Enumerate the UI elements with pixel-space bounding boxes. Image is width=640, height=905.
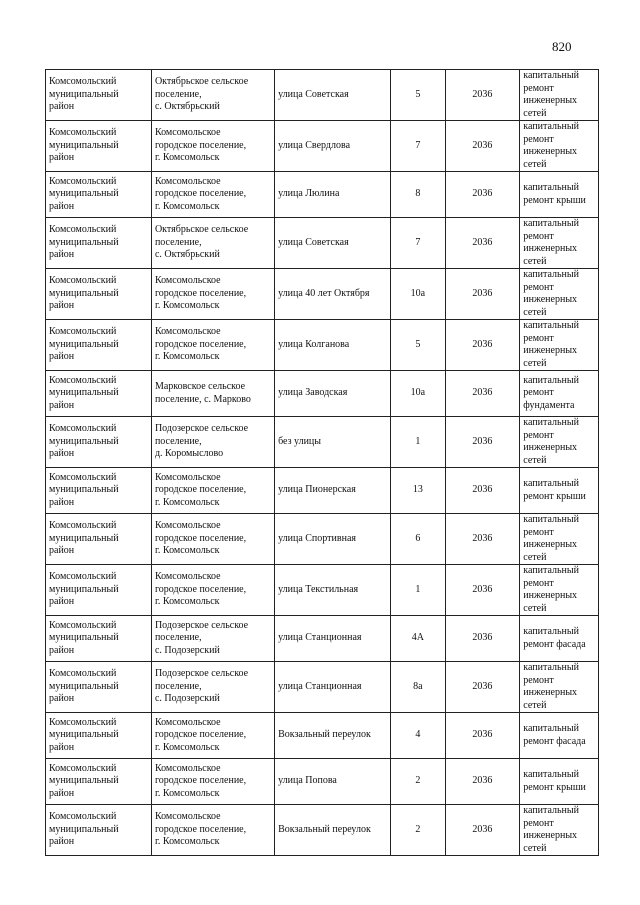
- work-type-cell: [520, 320, 599, 371]
- house-number-cell-text: 10а: [410, 387, 426, 399]
- street-cell: [275, 662, 391, 713]
- work-type-cell: [520, 172, 599, 218]
- district-cell: [46, 759, 152, 805]
- settlement-cell-text: Подозерское сельское поселение, с. Подозерский: [154, 668, 249, 705]
- settlement-cell-text: Комсомольское городское поселение, г. Комсомольск: [154, 762, 247, 799]
- settlement-cell: [151, 662, 274, 713]
- settlement-cell: [151, 514, 274, 565]
- house-number-cell-text: 6: [415, 532, 421, 544]
- year-cell: [445, 320, 520, 371]
- settlement-cell-text: Комсомольское городское поселение, г. Комсомольск: [154, 127, 247, 164]
- district-cell-text: Комсомольский муниципальный район: [49, 127, 119, 164]
- year-cell: [445, 616, 520, 662]
- district-cell: [46, 514, 152, 565]
- work-type-cell: [520, 218, 599, 269]
- work-type-cell-text: капитальный ремонт инженерных сетей: [523, 662, 579, 711]
- street-cell: [275, 269, 391, 320]
- settlement-cell-text: Комсомольское городское поселение, г. Комсомольск: [154, 175, 247, 212]
- street-cell: [275, 121, 391, 172]
- house-number-cell-text: 5: [415, 338, 421, 350]
- district-cell-text: Комсомольский муниципальный район: [49, 224, 119, 261]
- settlement-cell: [151, 759, 274, 805]
- year-cell-text: 2036: [472, 532, 493, 544]
- year-cell: [445, 218, 520, 269]
- house-number-cell: [391, 713, 445, 759]
- house-number-cell: [391, 371, 445, 417]
- settlement-cell-text: Комсомольское городское поселение, г. Комсомольск: [154, 520, 247, 557]
- district-cell: [46, 218, 152, 269]
- work-type-cell: [520, 121, 599, 172]
- district-cell: [46, 565, 152, 616]
- street-cell-text: Вокзальный переулок: [278, 823, 371, 835]
- year-cell-text: 2036: [472, 680, 493, 692]
- repair-schedule-table: [45, 69, 599, 856]
- table-row: [46, 371, 599, 417]
- house-number-cell-text: 4: [415, 729, 421, 741]
- district-cell: [46, 805, 152, 856]
- street-cell-text: улица Спортивная: [278, 532, 356, 544]
- work-type-cell: [520, 468, 599, 514]
- year-cell-text: 2036: [472, 632, 493, 644]
- district-cell-text: Комсомольский муниципальный район: [49, 571, 119, 608]
- street-cell: [275, 514, 391, 565]
- settlement-cell-text: Комсомольское городское поселение, г. Комсомольск: [154, 471, 247, 508]
- settlement-cell: [151, 218, 274, 269]
- district-cell: [46, 417, 152, 468]
- table-row: [46, 70, 599, 121]
- work-type-cell-text: капитальный ремонт инженерных сетей: [523, 121, 579, 170]
- district-cell-text: Комсомольский муниципальный район: [49, 520, 119, 557]
- table-row: [46, 759, 599, 805]
- settlement-cell-text: Комсомольское городское поселение, г. Комсомольск: [154, 275, 247, 312]
- settlement-cell: [151, 713, 274, 759]
- house-number-cell-text: 1: [415, 583, 421, 595]
- work-type-cell: [520, 371, 599, 417]
- house-number-cell-text: 2: [415, 775, 421, 787]
- year-cell-text: 2036: [472, 583, 493, 595]
- table-row: [46, 320, 599, 371]
- street-cell-text: улица Советская: [278, 236, 349, 248]
- work-type-cell-text: капитальный ремонт инженерных сетей: [523, 70, 579, 119]
- street-cell: [275, 713, 391, 759]
- house-number-cell: [391, 759, 445, 805]
- settlement-cell: [151, 805, 274, 856]
- house-number-cell: [391, 218, 445, 269]
- street-cell: [275, 172, 391, 218]
- table-row: [46, 121, 599, 172]
- house-number-cell-text: 1: [415, 435, 421, 447]
- work-type-cell-text: капитальный ремонт крыши: [523, 769, 586, 793]
- street-cell-text: улица Текстильная: [278, 583, 359, 595]
- house-number-cell: [391, 514, 445, 565]
- work-type-cell: [520, 70, 599, 121]
- street-cell: [275, 371, 391, 417]
- street-cell: [275, 218, 391, 269]
- house-number-cell: [391, 565, 445, 616]
- house-number-cell-text: 4А: [411, 632, 424, 644]
- year-cell: [445, 662, 520, 713]
- district-cell: [46, 121, 152, 172]
- house-number-cell: [391, 269, 445, 320]
- district-cell: [46, 320, 152, 371]
- settlement-cell: [151, 172, 274, 218]
- table-row: [46, 662, 599, 713]
- settlement-cell-text: Комсомольское городское поселение, г. Комсомольск: [154, 716, 247, 753]
- year-cell-text: 2036: [472, 139, 493, 151]
- work-type-cell: [520, 713, 599, 759]
- work-type-cell: [520, 662, 599, 713]
- district-cell: [46, 713, 152, 759]
- work-type-cell: [520, 269, 599, 320]
- house-number-cell: [391, 121, 445, 172]
- house-number-cell-text: 10а: [410, 287, 426, 299]
- district-cell-text: Комсомольский муниципальный район: [49, 374, 119, 411]
- district-cell-text: Комсомольский муниципальный район: [49, 175, 119, 212]
- house-number-cell-text: 8: [415, 188, 421, 200]
- year-cell-text: 2036: [472, 775, 493, 787]
- work-type-cell-text: капитальный ремонт инженерных сетей: [523, 514, 579, 563]
- street-cell: [275, 468, 391, 514]
- settlement-cell-text: Комсомольское городское поселение, г. Комсомольск: [154, 571, 247, 608]
- work-type-cell: [520, 759, 599, 805]
- settlement-cell-text: Комсомольское городское поселение, г. Комсомольск: [154, 811, 247, 848]
- work-type-cell-text: капитальный ремонт инженерных сетей: [523, 417, 579, 466]
- settlement-cell-text: Марковское сельское поселение, с. Марково: [154, 381, 251, 405]
- work-type-cell: [520, 616, 599, 662]
- work-type-cell-text: капитальный ремонт инженерных сетей: [523, 320, 579, 369]
- year-cell: [445, 269, 520, 320]
- house-number-cell: [391, 616, 445, 662]
- settlement-cell: [151, 417, 274, 468]
- table-row: [46, 565, 599, 616]
- work-type-cell-text: капитальный ремонт фасада: [523, 626, 586, 650]
- table-row: [46, 514, 599, 565]
- street-cell: [275, 616, 391, 662]
- street-cell-text: улица Заводская: [278, 387, 348, 399]
- house-number-cell-text: 7: [415, 236, 421, 248]
- table-row: [46, 616, 599, 662]
- work-type-cell-text: капитальный ремонт фасада: [523, 723, 586, 747]
- house-number-cell-text: 2: [415, 823, 421, 835]
- settlement-cell: [151, 371, 274, 417]
- district-cell: [46, 70, 152, 121]
- year-cell: [445, 805, 520, 856]
- year-cell-text: 2036: [472, 287, 493, 299]
- district-cell: [46, 371, 152, 417]
- table-row: [46, 468, 599, 514]
- work-type-cell: [520, 417, 599, 468]
- work-type-cell: [520, 805, 599, 856]
- street-cell-text: улица Свердлова: [278, 139, 351, 151]
- work-type-cell: [520, 565, 599, 616]
- settlement-cell: [151, 121, 274, 172]
- table-row: [46, 218, 599, 269]
- table-body: [46, 70, 599, 856]
- year-cell-text: 2036: [472, 729, 493, 741]
- street-cell-text: улица Станционная: [278, 632, 362, 644]
- year-cell-text: 2036: [472, 435, 493, 447]
- house-number-cell: [391, 468, 445, 514]
- settlement-cell: [151, 70, 274, 121]
- district-cell-text: Комсомольский муниципальный район: [49, 668, 119, 705]
- district-cell-text: Комсомольский муниципальный район: [49, 471, 119, 508]
- street-cell-text: Вокзальный переулок: [278, 729, 371, 741]
- settlement-cell: [151, 468, 274, 514]
- settlement-cell-text: Октябрьское сельское поселение, с. Октябрьский: [154, 76, 249, 113]
- year-cell: [445, 565, 520, 616]
- district-cell: [46, 269, 152, 320]
- work-type-cell-text: капитальный ремонт крыши: [523, 182, 586, 206]
- street-cell-text: улица Станционная: [278, 680, 362, 692]
- street-cell: [275, 805, 391, 856]
- street-cell-text: улица Попова: [278, 775, 337, 787]
- year-cell-text: 2036: [472, 823, 493, 835]
- street-cell-text: улица Колганова: [278, 338, 350, 350]
- street-cell-text: улица Советская: [278, 88, 349, 100]
- work-type-cell-text: капитальный ремонт инженерных сетей: [523, 218, 579, 267]
- street-cell-text: без улицы: [278, 435, 322, 447]
- settlement-cell: [151, 565, 274, 616]
- year-cell-text: 2036: [472, 484, 493, 496]
- year-cell: [445, 759, 520, 805]
- table-row: [46, 172, 599, 218]
- table-row: [46, 269, 599, 320]
- work-type-cell-text: капитальный ремонт инженерных сетей: [523, 805, 579, 854]
- house-number-cell: [391, 70, 445, 121]
- year-cell-text: 2036: [472, 236, 493, 248]
- year-cell: [445, 371, 520, 417]
- house-number-cell: [391, 417, 445, 468]
- year-cell-text: 2036: [472, 188, 493, 200]
- district-cell: [46, 616, 152, 662]
- year-cell: [445, 514, 520, 565]
- street-cell-text: улица Люлина: [278, 188, 340, 200]
- street-cell: [275, 759, 391, 805]
- district-cell-text: Комсомольский муниципальный район: [49, 716, 119, 753]
- settlement-cell-text: Октябрьское сельское поселение, с. Октябрьский: [154, 224, 249, 261]
- table-row: [46, 713, 599, 759]
- work-type-cell: [520, 514, 599, 565]
- district-cell-text: Комсомольский муниципальный район: [49, 619, 119, 656]
- year-cell-text: 2036: [472, 338, 493, 350]
- year-cell: [445, 713, 520, 759]
- table-row: [46, 805, 599, 856]
- page-number: 820: [552, 39, 572, 54]
- district-cell-text: Комсомольский муниципальный район: [49, 762, 119, 799]
- street-cell-text: улица 40 лет Октября: [278, 287, 370, 299]
- district-cell-text: Комсомольский муниципальный район: [49, 811, 119, 848]
- settlement-cell: [151, 269, 274, 320]
- street-cell: [275, 70, 391, 121]
- house-number-cell: [391, 662, 445, 713]
- district-cell: [46, 468, 152, 514]
- year-cell: [445, 417, 520, 468]
- settlement-cell-text: Подозерское сельское поселение, д. Коромыслово: [154, 423, 249, 460]
- settlement-cell-text: Комсомольское городское поселение, г. Комсомольск: [154, 326, 247, 363]
- street-cell: [275, 565, 391, 616]
- house-number-cell-text: 8а: [413, 680, 423, 692]
- settlement-cell: [151, 616, 274, 662]
- house-number-cell: [391, 805, 445, 856]
- year-cell: [445, 172, 520, 218]
- year-cell-text: 2036: [472, 387, 493, 399]
- work-type-cell-text: капитальный ремонт инженерных сетей: [523, 269, 579, 318]
- house-number-cell-text: 5: [415, 88, 421, 100]
- district-cell-text: Комсомольский муниципальный район: [49, 76, 119, 113]
- district-cell-text: Комсомольский муниципальный район: [49, 423, 119, 460]
- district-cell: [46, 662, 152, 713]
- settlement-cell: [151, 320, 274, 371]
- year-cell: [445, 468, 520, 514]
- work-type-cell-text: капитальный ремонт фундамента: [523, 374, 579, 411]
- house-number-cell-text: 7: [415, 139, 421, 151]
- house-number-cell: [391, 172, 445, 218]
- year-cell: [445, 121, 520, 172]
- year-cell: [445, 70, 520, 121]
- table-row: [46, 417, 599, 468]
- district-cell: [46, 172, 152, 218]
- work-type-cell-text: капитальный ремонт инженерных сетей: [523, 565, 579, 614]
- district-cell-text: Комсомольский муниципальный район: [49, 326, 119, 363]
- house-number-cell: [391, 320, 445, 371]
- year-cell-text: 2036: [472, 88, 493, 100]
- street-cell: [275, 417, 391, 468]
- street-cell-text: улица Пионерская: [278, 484, 356, 496]
- house-number-cell-text: 13: [412, 484, 423, 496]
- street-cell: [275, 320, 391, 371]
- work-type-cell-text: капитальный ремонт крыши: [523, 478, 586, 502]
- district-cell-text: Комсомольский муниципальный район: [49, 275, 119, 312]
- settlement-cell-text: Подозерское сельское поселение, с. Подозерский: [154, 619, 249, 656]
